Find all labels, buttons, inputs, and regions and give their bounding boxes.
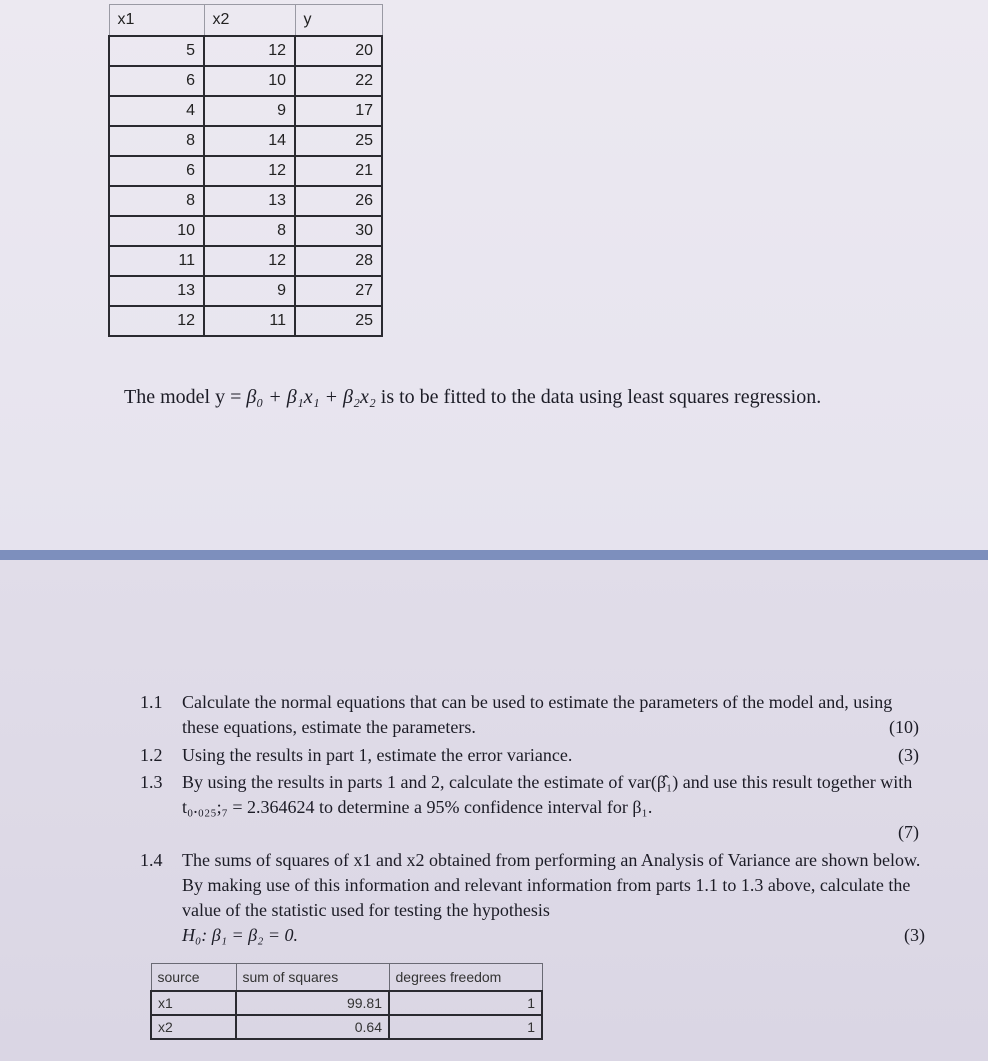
cell-degrees-freedom: 1 bbox=[389, 1015, 542, 1039]
cell-source: x1 bbox=[151, 991, 236, 1015]
cell-x1: 5 bbox=[109, 36, 204, 66]
cell-y: 20 bbox=[295, 36, 382, 66]
question-number: 1.4 bbox=[140, 850, 163, 870]
cell-x1: 10 bbox=[109, 216, 204, 246]
table-row bbox=[109, 66, 382, 96]
cell-y: 25 bbox=[295, 306, 382, 336]
hypothesis-text: H₀: β₁ = β₂ = 0. bbox=[182, 925, 298, 945]
header-sum-of-squares: sum of squares bbox=[236, 964, 389, 992]
cell-x1: 12 bbox=[109, 306, 204, 336]
cell-y: 26 bbox=[295, 186, 382, 216]
question-number: 1.2 bbox=[140, 745, 163, 765]
header-degrees-freedom: degrees freedom bbox=[389, 964, 542, 992]
question-1-4 bbox=[140, 848, 925, 948]
question-text: Calculate the normal equations that can be used to estimate the parameters of the model and, using these equations, estimate the parameters. bbox=[182, 692, 893, 737]
question-text: Using the results in part 1, estimate the error variance. bbox=[182, 745, 573, 765]
table-row bbox=[109, 216, 382, 246]
question-marks: (3) bbox=[898, 745, 919, 765]
question-marks: (10) bbox=[889, 717, 919, 737]
cell-y: 25 bbox=[295, 126, 382, 156]
model-suffix: is to be fitted to the data using least squares regression. bbox=[375, 386, 822, 408]
cell-x1: 8 bbox=[109, 126, 204, 156]
table-row bbox=[109, 276, 382, 306]
anova-header-row bbox=[151, 964, 542, 992]
cell-y: 28 bbox=[295, 246, 382, 276]
table-row bbox=[109, 186, 382, 216]
question-marks: (3) bbox=[904, 925, 925, 945]
question-marks: (7) bbox=[898, 822, 919, 842]
cell-x2: 13 bbox=[204, 186, 295, 216]
section-divider bbox=[0, 550, 988, 560]
cell-x2: 9 bbox=[204, 96, 295, 126]
cell-degrees-freedom: 1 bbox=[389, 991, 542, 1015]
question-text: The sums of squares of x1 and x2 obtained from performing an Analysis of Variance are shown below. By making use of this information and relevant information from parts 1.1 to 1.3 above, calculate the value of the statistic used for testing the hypothesis bbox=[182, 850, 921, 920]
model-prefix: The model y = bbox=[124, 386, 247, 408]
question-1-1 bbox=[140, 690, 925, 740]
cell-x1: 4 bbox=[109, 96, 204, 126]
cell-x1: 6 bbox=[109, 156, 204, 186]
data-table bbox=[108, 4, 383, 337]
cell-x1: 6 bbox=[109, 66, 204, 96]
table-row bbox=[109, 126, 382, 156]
table-row bbox=[109, 96, 382, 126]
cell-y: 22 bbox=[295, 66, 382, 96]
cell-x2: 12 bbox=[204, 36, 295, 66]
cell-y: 27 bbox=[295, 276, 382, 306]
cell-x2: 8 bbox=[204, 216, 295, 246]
table-row bbox=[151, 991, 542, 1015]
model-equation: β₀ + β₁x₁ + β₂x₂ bbox=[246, 386, 376, 408]
question-1-3 bbox=[140, 770, 925, 842]
cell-sum-of-squares: 99.81 bbox=[236, 991, 389, 1015]
question-text: By using the results in parts 1 and 2, calculate the estimate of var(β̂₁) and use this result together with t₀.₀₂₅;₇ = 2.364624 to determine a 95% confidence interval for β₁. bbox=[182, 772, 913, 817]
header-x2: x2 bbox=[204, 5, 295, 37]
cell-y: 21 bbox=[295, 156, 382, 186]
anova-table bbox=[150, 963, 543, 1040]
hypothesis bbox=[182, 923, 925, 948]
cell-y: 17 bbox=[295, 96, 382, 126]
question-1-2 bbox=[140, 743, 925, 768]
header-y: y bbox=[295, 5, 382, 37]
cell-x1: 8 bbox=[109, 186, 204, 216]
table-row bbox=[109, 156, 382, 186]
header-source: source bbox=[151, 964, 236, 992]
table-row bbox=[151, 1015, 542, 1039]
cell-x2: 10 bbox=[204, 66, 295, 96]
question-number: 1.3 bbox=[140, 772, 163, 792]
table-row bbox=[109, 36, 382, 66]
table-row bbox=[109, 306, 382, 336]
header-x1: x1 bbox=[109, 5, 204, 37]
data-table-header-row bbox=[109, 5, 382, 37]
cell-x1: 13 bbox=[109, 276, 204, 306]
question-number: 1.1 bbox=[140, 692, 163, 712]
cell-x2: 14 bbox=[204, 126, 295, 156]
model-statement bbox=[124, 386, 821, 409]
cell-sum-of-squares: 0.64 bbox=[236, 1015, 389, 1039]
cell-x2: 11 bbox=[204, 306, 295, 336]
cell-x1: 11 bbox=[109, 246, 204, 276]
cell-x2: 12 bbox=[204, 156, 295, 186]
table-row bbox=[109, 246, 382, 276]
cell-x2: 9 bbox=[204, 276, 295, 306]
cell-y: 30 bbox=[295, 216, 382, 246]
cell-source: x2 bbox=[151, 1015, 236, 1039]
cell-x2: 12 bbox=[204, 246, 295, 276]
